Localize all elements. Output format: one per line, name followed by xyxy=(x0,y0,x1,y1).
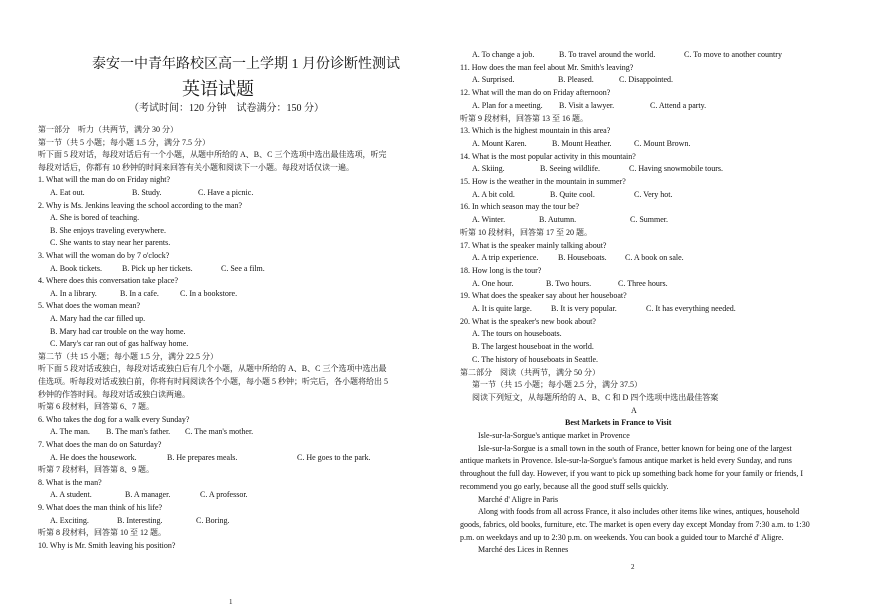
answer-option: C. Very hot. xyxy=(634,189,673,199)
answer-option: A. Surprised. xyxy=(472,75,515,85)
answer-option: B. A manager. xyxy=(125,490,171,500)
answer-option: B. Pleased. xyxy=(558,75,594,85)
answer-option: A. Mary had the car filled up. xyxy=(50,314,146,323)
answer-option: A. Book tickets. xyxy=(50,263,102,273)
answer-option: C. The history of houseboats in Seattle. xyxy=(472,354,599,364)
instruction-line: 秒钟的作答时间。每段对话或独白读两遍。 xyxy=(38,389,190,399)
instruction-line: 第一部分 听力（共两节，满分 30 分） xyxy=(38,125,178,134)
question-stem: 8. What is the man? xyxy=(38,477,102,487)
question-stem: 20. What is the speaker's new book about? xyxy=(460,316,596,326)
answer-option: A. In a library. xyxy=(50,288,97,298)
instruction-line: 第二节（共 15 小题；每小题 1.5 分，满分 22.5 分） xyxy=(38,351,218,361)
answer-option: B. Pick up her tickets. xyxy=(122,263,193,273)
page-number: 2 xyxy=(631,563,635,571)
answer-option: A. Winter. xyxy=(472,215,506,225)
answer-option: C. Mount Brown. xyxy=(634,138,691,148)
answer-option: C. Boring. xyxy=(196,515,230,525)
answer-option: C. Mary's car ran out of gas halfway home. xyxy=(50,339,189,349)
answer-option: C. See a film. xyxy=(221,263,265,273)
passage-subheading: Isle-sur-la-Sorgue's antique market in Provence xyxy=(478,431,630,440)
answer-option: C. To move to another country xyxy=(684,50,782,59)
instruction-line: 第一节（共 5 小题；每小题 1.5 分，满分 7.5 分） xyxy=(38,137,210,147)
question-stem: 1. What will the man do on Friday night? xyxy=(38,175,171,185)
question-stem: 15. How is the weather in the mountain in summer? xyxy=(460,177,626,186)
passage-text: Along with foods from all across France, it also includes other items like wines, antiques, household xyxy=(478,507,800,517)
answer-option: B. It is very popular. xyxy=(551,304,617,313)
answer-option: A. Mount Karen. xyxy=(472,138,527,148)
question-stem: 12. What will the man do on Friday afternoon? xyxy=(460,88,611,98)
answer-option: B. Autumn. xyxy=(539,215,577,225)
instruction-line: 佳选项。听每段对话或独白前，你将有时间阅读各个小题，每小题 5 秒钟；听完后，各小题将给出 5 xyxy=(38,377,388,386)
question-stem: 6. Who takes the dog for a walk every Sunday? xyxy=(38,414,190,424)
answer-option: C. Having snowmobile tours. xyxy=(629,164,723,174)
answer-option: B. In a cafe. xyxy=(120,288,159,298)
question-stem: 11. How does the man feel about Mr. Smith's leaving? xyxy=(460,62,634,72)
answer-option: B. The largest houseboat in the world. xyxy=(472,342,594,352)
answer-option: B. Houseboats. xyxy=(558,253,607,263)
question-stem: 2. Why is Ms. Jenkins leaving the school according to the man? xyxy=(38,200,243,210)
answer-option: C. A professor. xyxy=(200,490,248,500)
instruction-line: 听第 10 段材料，回答第 17 至 20 题。 xyxy=(460,227,592,237)
passage-text: recommend you go early, because all the good stuff sells quickly. xyxy=(460,481,669,491)
answer-option: C. It has everything needed. xyxy=(646,304,736,313)
answer-option: A. A bit cold. xyxy=(472,189,515,199)
answer-option: C. He goes to the park. xyxy=(297,452,371,462)
answer-option: A. The man. xyxy=(50,427,90,437)
question-stem: 5. What does the woman mean? xyxy=(38,301,141,311)
answer-option: B. Visit a lawyer. xyxy=(559,100,615,110)
answer-option: A. A student. xyxy=(50,490,92,500)
answer-option: B. Quite cool. xyxy=(550,189,595,199)
answer-option: C. Have a picnic. xyxy=(198,188,254,197)
answer-option: A. Skiing. xyxy=(472,164,505,174)
answer-option: A. He does the housework. xyxy=(50,452,137,462)
answer-option: B. Study. xyxy=(132,188,162,197)
answer-option: A. To change a job. xyxy=(472,50,535,59)
answer-option: C. She wants to stay near her parents. xyxy=(50,238,171,248)
answer-option: C. Summer. xyxy=(630,215,669,225)
question-stem: 16. In which season may the tour be? xyxy=(460,202,580,212)
passage-text: antique markets in Provence. Isle-sur-la-Sorgue's famous antique market is held every Sunday, and runs xyxy=(460,456,792,466)
answer-option: B. Two hours. xyxy=(546,278,592,288)
question-stem: 18. How long is the tour? xyxy=(460,265,542,275)
page-2 xyxy=(435,0,870,616)
answer-option: C. In a bookstore. xyxy=(180,288,238,298)
answer-option: C. The man's mother. xyxy=(185,427,254,437)
instruction-line: 每段对话后，你都有 10 秒钟的时间来回答有关小题和阅读下一小题。每段对话仅读一遍。 xyxy=(38,162,354,172)
exam-title: 泰安一中青年路校区高一上学期 1 月份诊断性测试 xyxy=(92,57,400,72)
passage-text: Isle-sur-la-Sorgue is a small town in the south of France, better known for being one of the largest xyxy=(478,443,792,453)
answer-option: B. Mount Heather. xyxy=(552,138,612,148)
instruction-line: 听第 7 段材料，回答第 8、9 题。 xyxy=(38,465,154,475)
passage-letter: A xyxy=(631,405,637,415)
passage-text: p.m. on weekdays and up to 2:30 p.m. on weekends. You can book a guided tour to Marché d' Aligre. xyxy=(460,532,784,542)
answer-option: B. She enjoys traveling everywhere. xyxy=(50,225,166,235)
question-stem: 19. What does the speaker say about her houseboat? xyxy=(460,291,627,301)
question-stem: 7. What does the man do on Saturday? xyxy=(38,440,162,449)
page-number: 1 xyxy=(229,598,233,606)
question-stem: 17. What is the speaker mainly talking about? xyxy=(460,240,607,250)
answer-option: C. A book on sale. xyxy=(625,253,684,263)
answer-option: A. Plan for a meeting. xyxy=(472,100,543,110)
instruction-line: 听第 8 段材料，回答第 10 至 12 题。 xyxy=(38,528,166,538)
answer-option: C. Three hours. xyxy=(618,278,668,288)
answer-option: A. She is bored of teaching. xyxy=(50,213,140,223)
passage-text: goods, fabrics, old books, furniture, etc. The market is open every day except Monday from 7:30 a.m. to 1:30 xyxy=(460,519,810,529)
question-stem: 14. What is the most popular activity in this mountain? xyxy=(460,151,636,161)
exam-info: （考试时间：120 分钟 试卷满分：150 分） xyxy=(129,103,324,114)
answer-option: A. It is quite large. xyxy=(472,304,532,313)
answer-option: B. He prepares meals. xyxy=(167,452,238,462)
instruction-line: 阅读下列短文，从每题所给的 A、B、C 和 D 四个选项中选出最佳答案 xyxy=(472,392,719,402)
answer-option: A. The tours on houseboats. xyxy=(472,329,562,339)
answer-option: C. Disappointed. xyxy=(619,75,673,85)
answer-option: C. Attend a party. xyxy=(650,100,707,110)
answer-option: A. Eat out. xyxy=(50,188,85,197)
answer-option: A. One hour. xyxy=(472,278,514,288)
section-heading: 第二部分 阅读（共两节，满分 50 分） xyxy=(460,367,600,377)
answer-option: B. Mary had car trouble on the way home. xyxy=(50,326,186,336)
answer-option: A. A trip experience. xyxy=(472,253,539,263)
instruction-line: 听下面 5 段对话或独白，每段对话或独白后有几个小题，从题中所给的 A、B、C 三个选项中选出最 xyxy=(38,364,387,374)
instruction-line: 听第 9 段材料，回答第 13 至 16 题。 xyxy=(460,113,588,123)
subject-title: 英语试题 xyxy=(182,79,254,99)
answer-option: B. To travel around the world. xyxy=(559,50,656,59)
question-stem: 3. What will the woman do by 7 o'clock? xyxy=(38,251,170,260)
question-stem: 13. Which is the highest mountain in this area? xyxy=(460,126,611,136)
passage-title: Best Markets in France to Visit xyxy=(565,418,672,428)
answer-option: B. Interesting. xyxy=(117,515,163,525)
question-stem: 9. What does the man think of his life? xyxy=(38,503,163,512)
question-stem: 10. Why is Mr. Smith leaving his position? xyxy=(38,540,176,550)
instruction-line: 听第 6 段材料，回答第 6、7 题。 xyxy=(38,402,154,412)
instruction-line: 听下面 5 段对话，每段对话后有一个小题，从题中所给的 A、B、C 三个选项中选出最佳选项，听完 xyxy=(38,150,387,160)
passage-subheading: Marché des Lices in Rennes xyxy=(478,545,569,555)
passage-subheading: Marché d' Aligre in Paris xyxy=(478,494,559,504)
question-stem: 4. Where does this conversation take place? xyxy=(38,276,179,286)
answer-option: B. Seeing wildlife. xyxy=(540,164,600,174)
answer-option: B. The man's father. xyxy=(106,427,171,437)
passage-text: throughout the full day. However, if you want to pick up something back home for your family or friends, I xyxy=(460,469,804,479)
section-heading: 第一节（共 15 小题；每小题 2.5 分，满分 37.5） xyxy=(472,380,642,390)
answer-option: A. Exciting. xyxy=(50,515,89,525)
